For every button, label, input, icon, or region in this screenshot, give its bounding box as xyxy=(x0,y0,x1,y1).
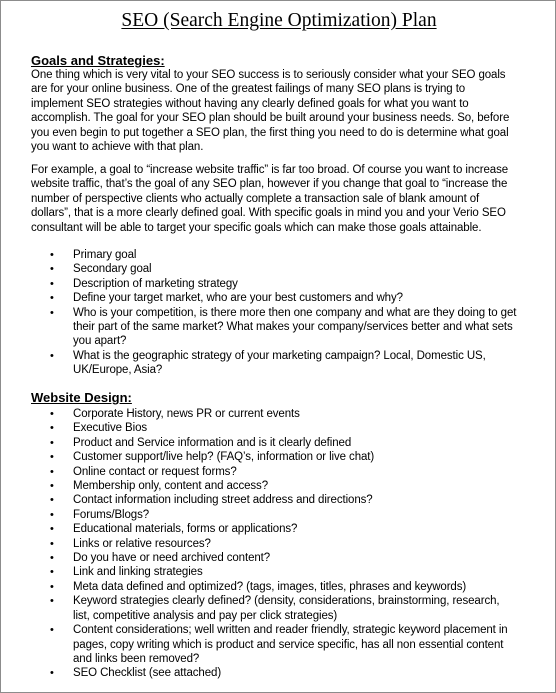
paragraph-line: you want to achieve with that plan. xyxy=(31,141,204,154)
list-item-text: Meta data defined and optimized? (tags, images, titles, phrases and keywords) xyxy=(73,580,467,593)
list-item xyxy=(1,479,543,493)
paragraph-line: consultant will be able to target your specific goals which can make those goals attainable. xyxy=(31,221,482,234)
bullet-icon: • xyxy=(50,508,54,521)
list-item xyxy=(1,551,543,565)
website-design-list xyxy=(1,407,543,681)
list-item-text: Content considerations; well written and reader friendly, strategic keyword placement in xyxy=(73,624,508,637)
list-item-text: Secondary goal xyxy=(73,263,152,276)
bullet-icon: • xyxy=(50,566,54,579)
bullet-icon: • xyxy=(50,349,54,362)
list-item xyxy=(1,522,543,536)
bullet-icon: • xyxy=(50,494,54,507)
goals-heading: Goals and Strategies: xyxy=(31,53,165,68)
goals-list xyxy=(1,248,543,378)
list-item xyxy=(1,291,543,305)
list-item-text: their part of the same market? What makes your company/services better and what sets xyxy=(73,321,513,334)
paragraph-line: dollars”, that is a more clearly defined goal. With specific goals in mind you and your Verio SEO xyxy=(31,207,506,220)
list-item-text: What is the geographic strategy of your marketing campaign? Local, Domestic US, xyxy=(73,349,486,362)
list-item xyxy=(1,306,543,349)
list-item-text: UK/Europe, Asia? xyxy=(73,364,163,377)
list-item xyxy=(1,623,543,666)
list-item-text: Membership only, content and access? xyxy=(73,480,268,493)
list-item xyxy=(1,493,543,507)
bullet-icon: • xyxy=(50,422,54,435)
goals-paragraph-1 xyxy=(31,68,537,154)
list-item xyxy=(1,248,543,262)
paragraph-line: number of perspective clients who actually complete a transaction sale of blank amount of xyxy=(31,192,480,205)
list-item xyxy=(1,277,543,291)
list-item-text: Educational materials, forms or applications? xyxy=(73,523,298,536)
document-title: SEO (Search Engine Optimization) Plan xyxy=(121,10,437,31)
bullet-icon: • xyxy=(50,523,54,536)
bullet-icon: • xyxy=(50,292,54,305)
list-item-text: Links or relative resources? xyxy=(73,537,211,550)
list-item xyxy=(1,421,543,435)
list-item-text: Primary goal xyxy=(73,249,137,261)
bullet-icon: • xyxy=(50,451,54,464)
paragraph-line: implement SEO strategies without having any clearly defined goals for what you want to xyxy=(31,97,469,110)
paragraph-line: For example, a goal to “increase website traffic” is far too broad. Of course you want to increase xyxy=(31,164,509,176)
list-item-text: Who is your competition, is there more then one company and what are they doing to get xyxy=(73,306,517,319)
list-item xyxy=(1,465,543,479)
bullet-icon: • xyxy=(50,480,54,493)
bullet-icon: • xyxy=(50,306,54,319)
list-item-text: Do you have or need archived content? xyxy=(73,552,271,565)
paragraph-line: accomplish. The goal for your SEO plan should be built around your business needs. So, before xyxy=(31,112,510,125)
list-item xyxy=(1,349,543,378)
paragraph-line: website traffic, that’s the goal of any SEO plan, however if you change that goal to “increase the xyxy=(31,178,508,191)
list-item-text: Contact information including street address and directions? xyxy=(73,494,373,507)
list-item-text: Customer support/live help? (FAQ’s, information or live chat) xyxy=(73,451,375,464)
bullet-icon: • xyxy=(50,249,54,261)
list-item-text: you apart? xyxy=(73,335,127,348)
bullet-icon: • xyxy=(50,552,54,565)
website-design-heading: Website Design: xyxy=(31,390,132,405)
list-item-text: Corporate History, news PR or current events xyxy=(73,408,300,420)
bullet-icon: • xyxy=(50,277,54,290)
bullet-icon: • xyxy=(50,537,54,550)
list-item-text: Product and Service information and is it clearly defined xyxy=(73,436,352,449)
bullet-icon: • xyxy=(50,465,54,478)
list-item xyxy=(1,537,543,551)
list-item xyxy=(1,666,543,680)
list-item xyxy=(1,508,543,522)
list-item xyxy=(1,565,543,579)
list-item xyxy=(1,262,543,276)
list-item xyxy=(1,436,543,450)
list-item-text: Keyword strategies clearly defined? (density, considerations, brainstorming, research, xyxy=(73,595,500,608)
bullet-icon: • xyxy=(50,263,54,276)
list-item-text: Link and linking strategies xyxy=(73,566,203,579)
list-item-text: SEO Checklist (see attached) xyxy=(73,667,222,680)
bullet-icon: • xyxy=(50,667,54,680)
list-item-text: Executive Bios xyxy=(73,422,148,435)
list-item-text: Forums/Blogs? xyxy=(73,508,150,521)
list-item-text: list, competitive analysis and pay per click strategies) xyxy=(73,609,338,622)
paragraph-line: you even begin to put together a SEO plan, the first thing you need to do is determine what goal xyxy=(31,126,509,139)
list-item-text: Description of marketing strategy xyxy=(73,277,238,290)
list-item xyxy=(1,450,543,464)
list-item xyxy=(1,580,543,594)
bullet-icon: • xyxy=(50,624,54,637)
bullet-icon: • xyxy=(50,595,54,608)
list-item-text: pages, copy writing which is product and service specific, has all non essential content xyxy=(73,638,504,651)
list-item xyxy=(1,407,543,421)
list-item-text: Online contact or request forms? xyxy=(73,465,237,478)
bullet-icon: • xyxy=(50,436,54,449)
goals-paragraph-2 xyxy=(31,163,537,235)
list-item-text: and links been removed? xyxy=(73,652,200,665)
bullet-icon: • xyxy=(50,408,54,420)
list-item-text: Define your target market, who are your best customers and why? xyxy=(73,292,403,305)
list-item xyxy=(1,594,543,623)
paragraph-line: One thing which is very vital to your SEO success is to seriously consider what your SEO goals xyxy=(31,69,506,81)
paragraph-line: are for your online business. One of the greatest failings of many SEO plans is trying to xyxy=(31,83,466,96)
bullet-icon: • xyxy=(50,580,54,593)
